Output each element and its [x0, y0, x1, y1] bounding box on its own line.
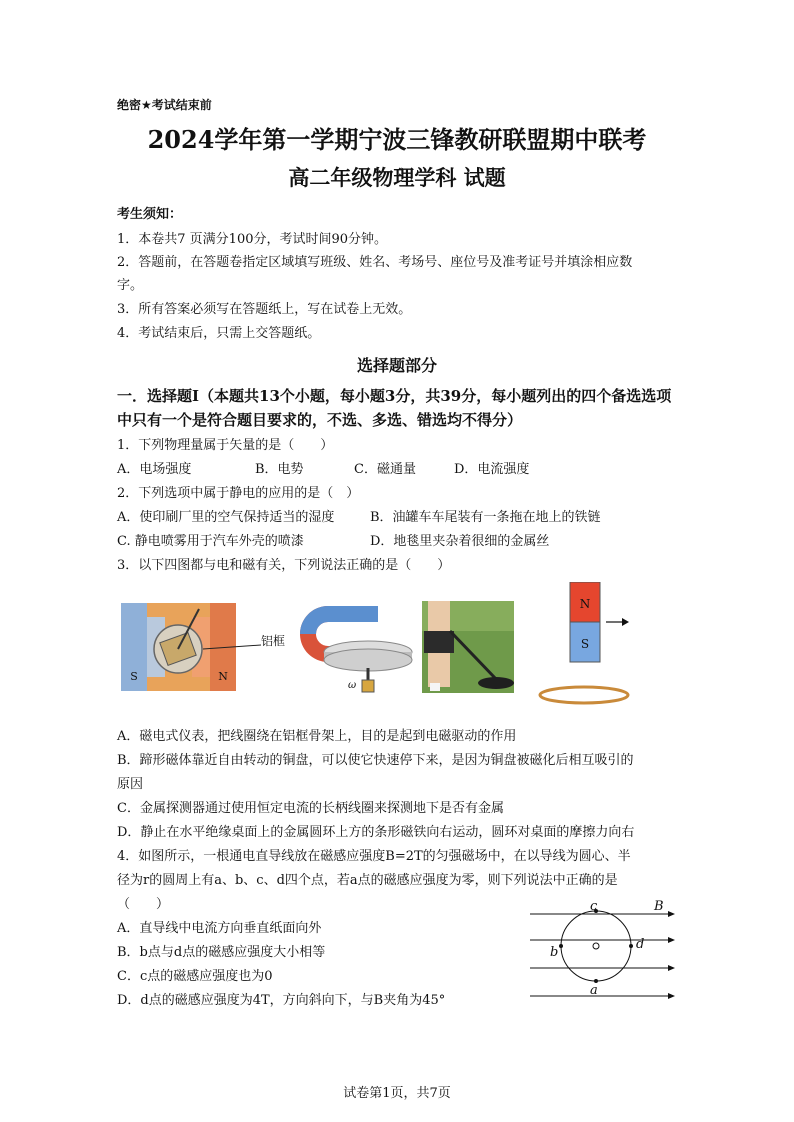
omega-label: ω: [348, 680, 357, 691]
q2-option-d: D．地毯里夹杂着很细的金属丝: [370, 534, 550, 549]
magnet-s-label: S: [580, 637, 590, 651]
q3-option-a: A．磁电式仪表，把线圈绕在铝框骨架上，目的是起到电磁驱动的作用: [117, 729, 517, 744]
meter-n-label: N: [218, 670, 228, 683]
part1-heading: 一．选择题Ⅰ（本题共13个小题，每小题3分，共39分，每小题列出的四个备选选项中只有一个是符合题目要求的，不选、多选、错选均不得分）: [117, 387, 672, 429]
q1-option-c: C．磁通量: [354, 462, 416, 477]
notice-item: 2．答题前，在答题卷指定区域填写班级、姓名、考场号、座位号及准考证号并填涂相应数: [117, 255, 633, 270]
notice-item: 3．所有答案必须写在答题纸上，写在试卷上无效。: [117, 302, 412, 317]
q3-option-d: D．静止在水平绝缘桌面上的金属圆环上方的条形磁铁向右运动，圆环对桌面的摩擦力向右: [117, 825, 635, 840]
metal-detector-figure: [422, 601, 514, 693]
q3-option-b-cont: 原因: [117, 777, 144, 792]
q4-option-d: D．d点的磁感应强度为4T，方向斜向下，与B夹角为45°: [117, 993, 446, 1008]
q4-stem: 4．如图所示，一根通电直导线放在磁感应强度B=2T的匀强磁场中，在以导线为圆心、半: [117, 849, 631, 864]
q4-option-a: A．直导线中电流方向垂直纸面向外: [117, 921, 322, 936]
q3-stem: 3．以下四图都与电和磁有关，下列说法正确的是（ ）: [117, 558, 451, 573]
q2-stem: 2．下列选项中属于静电的应用的是（ ）: [117, 486, 360, 501]
notice-heading: 考生须知：: [117, 207, 183, 222]
q2-option-b: B．油罐车车尾装有一条拖在地上的铁链: [370, 510, 601, 525]
point-b-label: b: [550, 945, 559, 960]
notice-item: 字。: [117, 278, 144, 293]
section-title: 选择题部分: [356, 356, 437, 375]
magnetic-field-circle-figure: [528, 898, 678, 1004]
horseshoe-magnet-disk-figure: [288, 596, 418, 696]
q1-option-a: A．电场强度: [117, 462, 192, 477]
exam-title: 2024学年第一学期宁波三锋教研联盟期中联考: [147, 125, 647, 154]
point-c-label: c: [590, 899, 598, 914]
aluminum-frame-label: 铝框: [261, 634, 286, 648]
q4-stem: 径为r的圆周上有a、b、c、d四个点，若a点的磁感应强度为零，则下列说法中正确的是: [117, 873, 618, 888]
q2-option-c: C. 静电喷雾用于汽车外壳的喷漆: [117, 534, 304, 549]
meter-s-label: S: [130, 670, 138, 683]
point-a-label: a: [590, 983, 598, 998]
q4-option-b: B．b点与d点的磁感应强度大小相等: [117, 945, 326, 960]
magnet-n-label: N: [579, 597, 591, 611]
q4-stem: （ ）: [117, 897, 170, 912]
q3-option-b: B．蹄形磁体靠近自由转动的铜盘，可以使它快速停下来，是因为铜盘被磁化后相互吸引的: [117, 753, 634, 768]
q1-stem: 1．下列物理量属于矢量的是（ ）: [117, 438, 334, 453]
notice-item: 1．本卷共7 页满分100分，考试时间90分钟。: [117, 232, 388, 247]
notice-item: 4．考试结束后，只需上交答题纸。: [117, 326, 321, 341]
page-footer: 试卷第1页，共7页: [343, 1086, 451, 1101]
q2-option-a: A．使印刷厂里的空气保持适当的湿度: [117, 510, 335, 525]
field-b-label: B: [654, 899, 664, 914]
confidential-mark: 绝密★考试结束前: [117, 98, 212, 112]
q4-option-c: C．c点的磁感应强度也为0: [117, 969, 273, 984]
bar-magnet-ring-figure: [534, 582, 634, 708]
q3-option-c: C．金属探测器通过使用恒定电流的长柄线圈来探测地下是否有金属: [117, 801, 504, 816]
moving-coil-meter-figure: [121, 603, 311, 693]
q1-option-d: D．电流强度: [454, 462, 530, 477]
point-d-label: d: [636, 937, 645, 952]
exam-subtitle: 高二年级物理学科 试题: [288, 165, 506, 190]
q1-option-b: B．电势: [255, 462, 304, 477]
